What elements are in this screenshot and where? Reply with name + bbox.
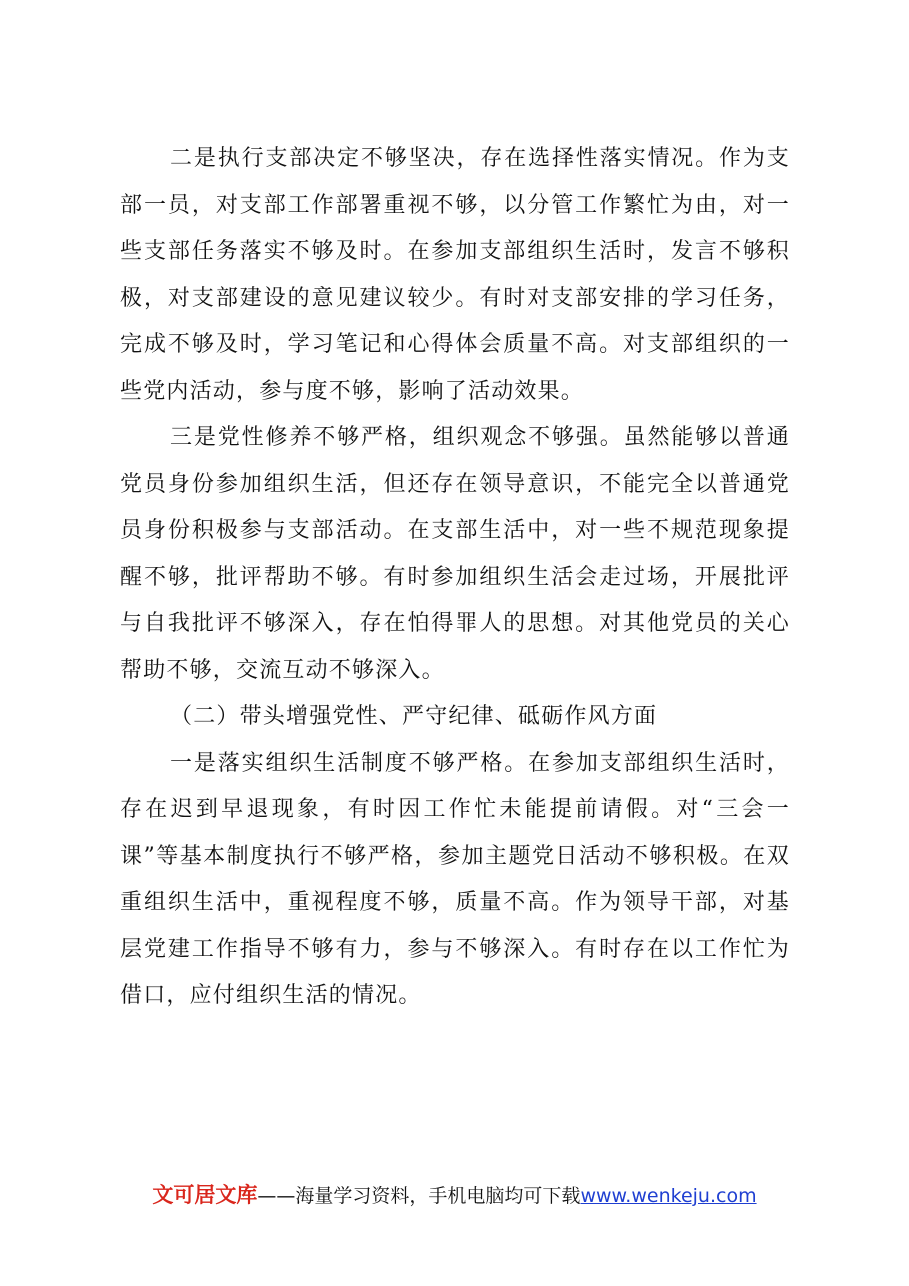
footer-url-link[interactable]: www.wenkeju.com [580,1185,757,1207]
section-heading-2: （二）带头增强党性、严守纪律、砥砺作风方面 [170,704,658,729]
footer-brand: 文可居文库 [152,1183,258,1207]
paragraph-3-party-spirit: 三是党性修养不够严格，组织观念不够强。虽然能够以普通党员身份参加组织生活，但还存在领导意识，不能完全以普通党员身份积极参与支部活动。在支部生活中，对一些不规范现象提醒不够，批评帮助不够。有时参加组织生活会走过场，开展批评与自我批评不够深入，存在怕得罪人的思想。对其他党员的关心帮助不够，交流互动不够深入。 [120,425,790,683]
footer-slogan: ——海量学习资料，手机电脑均可下载 [257,1185,581,1207]
paragraph-1-organization-life: 一是落实组织生活制度不够严格。在参加支部组织生活时，存在迟到早退现象，有时因工作忙未能提前请假。对“三会一课”等基本制度执行不够严格，参加主题党日活动不够积极。在双重组织生活中，重视程度不够，质量不高。作为领导干部，对基层党建工作指导不够有力，参与不够深入。有时存在以工作忙为借口，应付组织生活的情况。 [120,750,790,1008]
footer-banner [0,1180,909,1211]
paragraph-2-execution: 二是执行支部决定不够坚决，存在选择性落实情况。作为支部一员，对支部工作部署重视不够，以分管工作繁忙为由，对一些支部任务落实不够及时。在参加支部组织生活时，发言不够积极，对支部建设的意见建议较少。有时对支部安排的学习任务，完成不够及时，学习笔记和心得体会质量不高。对支部组织的一些党内活动，参与度不够，影响了活动效果。 [120,146,790,404]
document-body [120,136,790,1020]
